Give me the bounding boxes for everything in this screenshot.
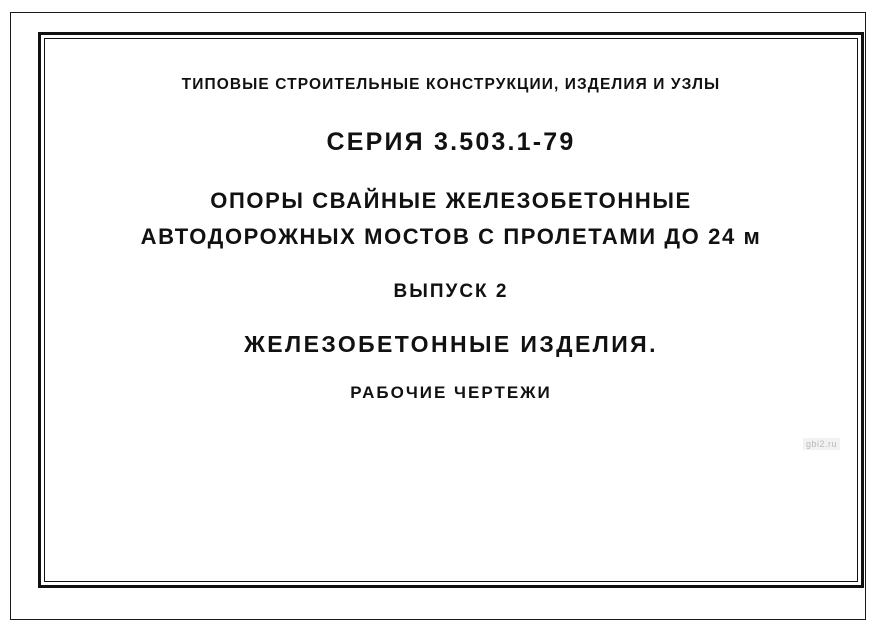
- watermark-label: gbi2.ru: [803, 438, 840, 450]
- section-title: ЖЕЛЕЗОБЕТОННЫЕ ИЗДЕЛИЯ.: [244, 331, 658, 357]
- title-block: [44, 38, 858, 582]
- series-number: СЕРИЯ 3.503.1-79: [326, 128, 576, 156]
- document-header-line: ТИПОВЫЕ СТРОИТЕЛЬНЫЕ КОНСТРУКЦИИ, ИЗДЕЛИЯ И УЗЛЫ: [181, 76, 721, 93]
- document-title-line-2: АВТОДОРОЖНЫХ МОСТОВ С ПРОЛЕТАМИ ДО 24 м: [140, 224, 762, 249]
- issue-number: ВЫПУСК 2: [393, 281, 509, 302]
- document-subtitle: РАБОЧИЕ ЧЕРТЕЖИ: [350, 383, 552, 402]
- document-title-line-1: ОПОРЫ СВАЙНЫЕ ЖЕЛЕЗОБЕТОННЫЕ: [210, 188, 692, 213]
